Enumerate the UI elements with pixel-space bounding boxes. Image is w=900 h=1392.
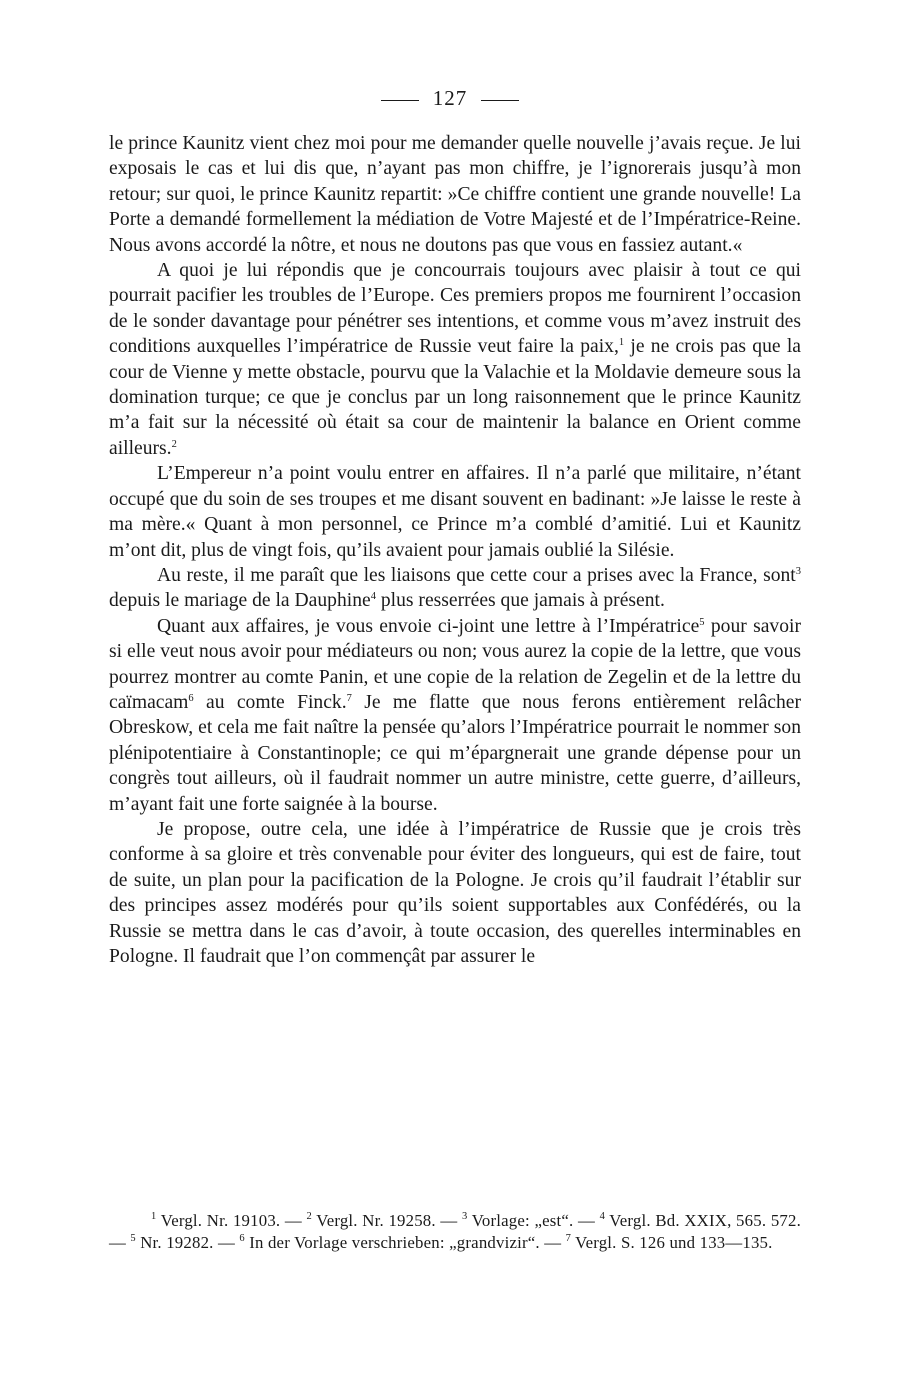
- text-run: plus resserrées que jamais à présent.: [375, 590, 665, 612]
- text-run: Je me flatte que nous ferons entièrement relâcher Obreskow, et cela me fait naître la pensée qu’alors l’Impératrice pourrait le nommer son plénipotentiaire à Constantinople; ce qui m’épargnerait une grande dépense pour un congrès tout ailleurs, où il faudrait nommer un autre ministre, cette guerre, d’ailleurs, m’ayant fait une forte saignée à la bourse.: [109, 691, 801, 815]
- footnotes: [109, 1210, 801, 1254]
- footnote-text: Vergl. Nr. 19103. —: [156, 1211, 307, 1230]
- footnote-block: [109, 1210, 801, 1254]
- text-run: L’Empereur n’a point voulu entrer en affaires. Il n’a parlé que militaire, n’étant occupé que du soin de ses troupes et me disant souvent en badinant: »Je laisse le reste à ma mère.« Quant à mon personnel, ce Prince m’a comblé d’amitié. Lui et Kaunitz m’ont dit, plus de vingt fois, qu’ils avaient pour jamais oublié la Silésie.: [109, 463, 801, 561]
- footnote-text: In der Vorlage verschrieben: „grandvizir“. —: [244, 1233, 566, 1252]
- footnote-ref: 2: [171, 438, 177, 450]
- text-run: Au reste, il me paraît que les liaisons que cette cour a prises avec la France, sont: [157, 564, 796, 586]
- header-rule-left: [381, 100, 419, 101]
- footnote-number: 2: [306, 1211, 312, 1222]
- text-run: le prince Kaunitz vient chez moi pour me demander quelle nouvelle j’avais reçue. Je lui exposais le cas et lui dis que, n’ayant pas mon chiffre, je l’ignorerais jusqu’à mon retour; sur quoi, le prince Kaunitz repartit: »Ce chiffre contient une grande nouvelle! La Porte a demandé formellement la médiation de Votre Majesté et de l’Impératrice-Reine. Nous avons accordé la nôtre, et nous ne doutons pas que vous en fassiez autant.«: [109, 133, 801, 256]
- text-run: Je propose, outre cela, une idée à l’impératrice de Russie que je crois très conforme à sa gloire et très convenable pour éviter des longueurs, qui est de faire, tout de suite, un plan pour la pacification de la Pologne. Je crois qu’il faudrait l’établir sur des principes assez modérés pour qu’ils soient supportables aux Confédérés, ou la Russie se mettra dans le cas d’avoir, à toute occasion, des querelles interminables en Pologne. Il faudrait que l’on commençât par assurer le: [109, 818, 801, 967]
- text-run: pour savoir si elle veut nous avoir pour médiateurs ou non; vous aurez la copie de la lettre, que vous pourrez montrer au comte Panin, et une copie de la relation de Zegelin et de la lettre du caïmacam: [109, 615, 801, 713]
- footnote-text: Vergl. Bd. XXIX, 565. 572. —: [109, 1211, 801, 1252]
- footnote-text: Nr. 19282. —: [135, 1233, 240, 1252]
- footnote-ref: 7: [346, 692, 352, 704]
- footnote-ref: 3: [795, 565, 801, 577]
- footnote-text: Vorlage: „est“. —: [467, 1211, 600, 1230]
- page-number: 127: [432, 86, 468, 110]
- footnote-ref: 1: [618, 337, 625, 349]
- paragraph: [109, 563, 801, 614]
- footnote-text: Vergl. S. 126 und 133—135.: [571, 1233, 773, 1252]
- footnote-ref: 6: [188, 692, 194, 704]
- text-run: depuis le mariage de la Dauphine: [109, 590, 371, 612]
- text-run: Quant aux affaires, je vous envoie ci-joint une lettre à l’Impératrice: [157, 615, 700, 637]
- footnote-number: 7: [565, 1233, 572, 1244]
- body-text: [109, 131, 801, 969]
- footnote-number: 5: [130, 1233, 136, 1244]
- footnote-ref: 4: [370, 591, 376, 603]
- text-run: A quoi je lui répondis que je concourrais toujours avec plaisir à tout ce qui pourrait pacifier les troubles de l’Europe. Ces premiers propos me fournirent l’occasion de le sonder davantage pour pénétrer ses intentions, et comme vous m’avez instruit des conditions auxquelles l’impératrice de Russie veut faire la paix,: [109, 260, 801, 358]
- footnote-number: 3: [461, 1211, 468, 1222]
- page-header: [0, 86, 900, 111]
- text-run: je ne crois pas que la cour de Vienne y mette obstacle, pourvu que la Valachie et la Moldavie demeure sous la domination turque; ce que je conclus par un long raisonnement que le prince Kaunitz m’a fait sur la nécessité où était sa cour de maintenir la balance en Orient comme ailleurs.: [109, 336, 801, 459]
- paragraph: [109, 817, 801, 969]
- footnote-number: 1: [151, 1211, 157, 1222]
- footnote-number: 4: [599, 1211, 606, 1222]
- paragraph: [109, 131, 801, 258]
- paragraph: [109, 461, 801, 563]
- paragraph: [109, 614, 801, 817]
- text-run: au comte Finck.: [193, 691, 347, 713]
- footnote-ref: 5: [699, 616, 705, 628]
- footnote-text: Vergl. Nr. 19258. —: [311, 1211, 462, 1230]
- footnote-number: 6: [239, 1233, 245, 1244]
- header-rule-right: [481, 100, 519, 101]
- paragraph: [109, 258, 801, 461]
